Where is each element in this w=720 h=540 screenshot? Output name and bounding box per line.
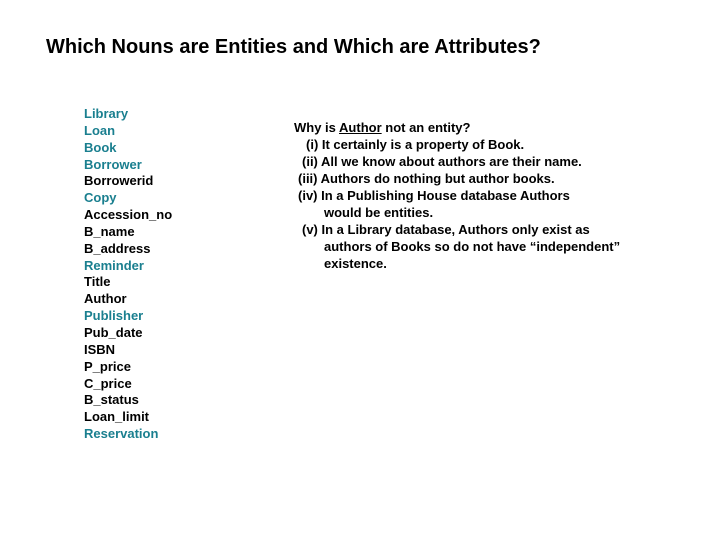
noun-item: Loan (84, 122, 116, 138)
noun-item: C_price (84, 375, 132, 391)
explanation-point: (v) In a Library database, Authors only exist as (302, 222, 590, 237)
question-prefix: Why is (294, 120, 340, 135)
noun-item: Author (84, 291, 127, 307)
explanation-point: (iii) Authors do nothing but author books. (298, 171, 555, 186)
noun-item: B_address (84, 240, 151, 256)
explanation-block (294, 119, 620, 272)
noun-item: Copy (84, 190, 117, 206)
noun-item: Book (84, 139, 117, 155)
explanation-point: (ii) All we know about authors are their name. (302, 154, 582, 169)
noun-item: Pub_date (84, 324, 143, 340)
noun-item: Accession_no (84, 207, 173, 223)
noun-item: Library (84, 106, 129, 121)
page-title: Which Nouns are Entities and Which are Attributes? (46, 36, 541, 58)
noun-item: B_status (84, 392, 139, 408)
question-keyword: Author (339, 120, 382, 135)
explanation-points (294, 136, 620, 272)
noun-item: Borrowerid (84, 173, 154, 189)
noun-item: Borrower (84, 156, 142, 172)
noun-item: ISBN (84, 341, 116, 357)
noun-item: Reminder (84, 257, 144, 273)
explanation-point: authors of Books so do not have “independent” (324, 239, 621, 254)
noun-item: B_name (84, 223, 135, 239)
explanation-point: (i) It certainly is a property of Book. (306, 137, 525, 152)
noun-item: Reservation (84, 426, 159, 442)
explanation-question (294, 119, 620, 136)
question-suffix: not an entity? (381, 120, 471, 135)
explanation-point: would be entities. (324, 205, 434, 220)
noun-item: P_price (84, 358, 131, 374)
noun-item: Title (84, 274, 111, 290)
explanation-point: (iv) In a Publishing House database Authors (298, 188, 570, 203)
explanation-point: existence. (324, 256, 387, 271)
noun-item: Publisher (84, 308, 144, 324)
noun-list (84, 106, 172, 443)
noun-item: Loan_limit (84, 409, 150, 425)
